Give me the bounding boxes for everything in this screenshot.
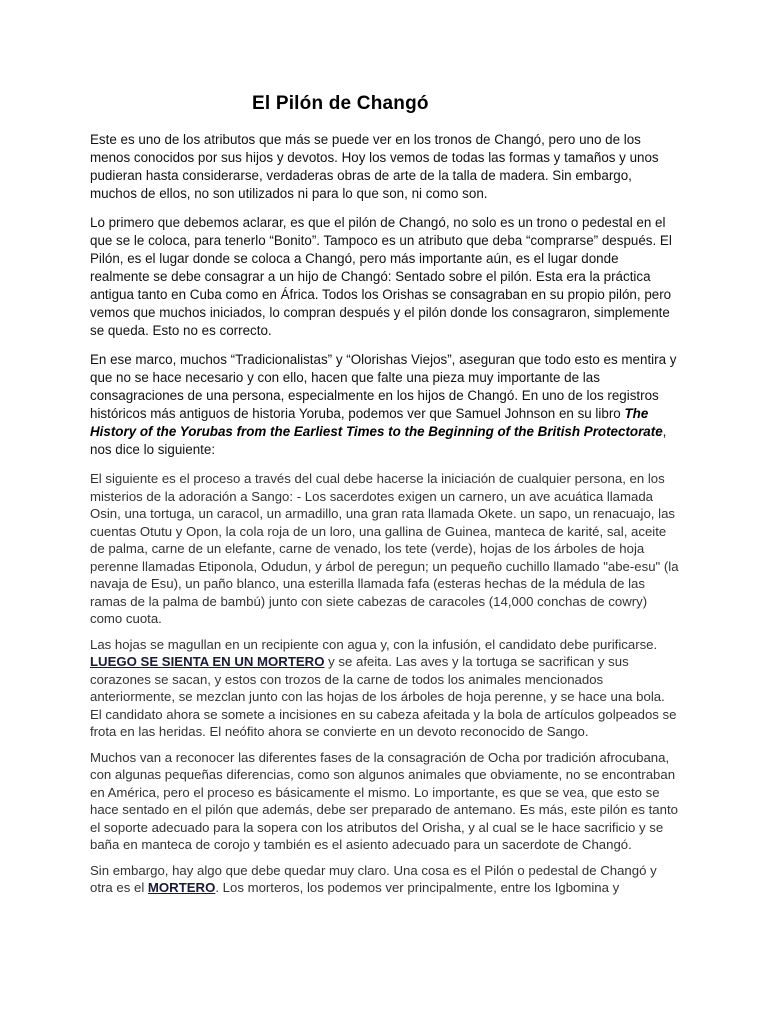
emphasis-mortero: MORTERO (147, 880, 216, 895)
paragraph-2: Lo primero que debemos aclarar, es que el pilón de Changó, no solo es un trono o pedestal en el que se le coloca, para tenerlo “Bonito”. Tampoco es un atributo que deba “comprarse” después. El Pilón, es el lugar donde se coloca a Changó, pero más importante aún, es el lugar donde realmente se debe consagrar a un hijo de Changó: Sentado sobre el pilón. Esta era la práctica antigua tanto en Cuba como en África. Todos los Orishas se consagraban en su propio pilón, pero vemos que muchos iniciados, lo compran después y el pilón donde los consagraron, simplemente se queda. Esto no es correcto. (90, 215, 672, 338)
paragraph-3 (90, 351, 680, 459)
paragraph-3-text-start: En ese marco, muchos “Tradicionalistas” y “Olorishas Viejos”, aseguran que todo esto es mentira y que no se hace necesario y con ello, hacen que falte una pieza muy importante de las consagraciones de una persona, especialmente en los hijos de Changó. En uno de los registros históricos más antiguos de historia Yoruba, podemos ver que Samuel Johnson en su libro (90, 352, 677, 421)
paragraph-4: Muchos van a reconocer las diferentes fases de la consagración de Ocha por tradición afrocubana, con algunas pequeñas diferencias, como son algunos animales que obviamente, no se encontraban en América, pero el proceso es básicamente el mismo. Lo importante, es que se vea, que esto se hace sentado en el pilón que además, debe ser preparado de antemano. Es más, este pilón es tanto el soporte adecuado para la sopera con los atributos del Orisha, y al cual se le hace sacrificio y se baña en manteca de corojo y también es el asiento adecuado para un sacerdote de Changó. (90, 749, 678, 852)
paragraph-5-text-start: Sin embargo, hay algo que debe quedar muy claro. Una cosa es el Pilón o pedestal de Changó y otra es el (90, 862, 657, 895)
book-title: The History of the Yorubas from the Earliest Times to the Beginning of the British Protectorate (90, 406, 663, 439)
paragraph-1: Este es uno de los atributos que más se puede ver en los tronos de Changó, pero uno de los menos conocidos por sus hijos y devotos. Hoy los vemos de todas las formas y tamaños y unos pudieran hasta considerarse, verdaderas obras de arte de la talla de madera. Sin embargo, muchos de ellos, no son utilizados ni para lo que son, ni como son. (90, 132, 659, 201)
quote-paragraph-1: El siguiente es el proceso a través del cual debe hacerse la iniciación de cualquier persona, en los misterios de la adoración a Sango: - Los sacerdotes exigen un carnero, un ave acuática llamada Osin, una tortuga, un caracol, un armadillo, una gran rata llamada Okete. un sapo, un renacuajo, las cuentas Otutu y Opon, la cola roja de un loro, una gallina de Guinea, manteca de karité, sal, aceite de palma, carne de un elefante, carne de venado, los tete (verde), hojas de los árboles de hoja perenne llamadas Etiponola, Odudun, y árbol de peregun; un pequeño cuchillo llamado "abe-esu" (la navaja de Esu), un paño blanco, una esterilla llamada fafa (esteras hechas de la médula de las ramas de la palma de bambú) junto con siete cabezas de caracoles (14,000 conchas de cowry) como cuota. (90, 471, 679, 626)
quote-2-text-start: Las hojas se magullan en un recipiente con agua y, con la infusión, el candidato debe purificarse. (90, 636, 658, 652)
document-body (90, 131, 680, 905)
paragraph-5-text-end: . Los morteros, los podemos ver principalmente, entre los Igbomina y (215, 880, 620, 895)
paragraph-5 (90, 862, 680, 897)
page-title: El Pilón de Changó (252, 93, 429, 114)
paragraph-3-text-end: , nos dice lo siguiente: (90, 424, 667, 457)
quote-2-text-end: y se afeita. Las aves y la tortuga se sacrifican y sus corazones se sacan, y estos con trozos de la carne de todos los animales mencionados anteriormente, se mezclan junto con las hojas de los árboles de hoja perenne, y se hace una bola. El candidato ahora se somete a incisiones en su cabeza afeitada y la bola de artículos golpeados se frota en las heridas. El neófito ahora se convierte en un devoto reconocido de Sango. (90, 654, 677, 739)
quote-paragraph-2 (90, 636, 680, 741)
emphasis-mortero-phrase: LUEGO SE SIENTA EN UN MORTERO (90, 654, 325, 669)
